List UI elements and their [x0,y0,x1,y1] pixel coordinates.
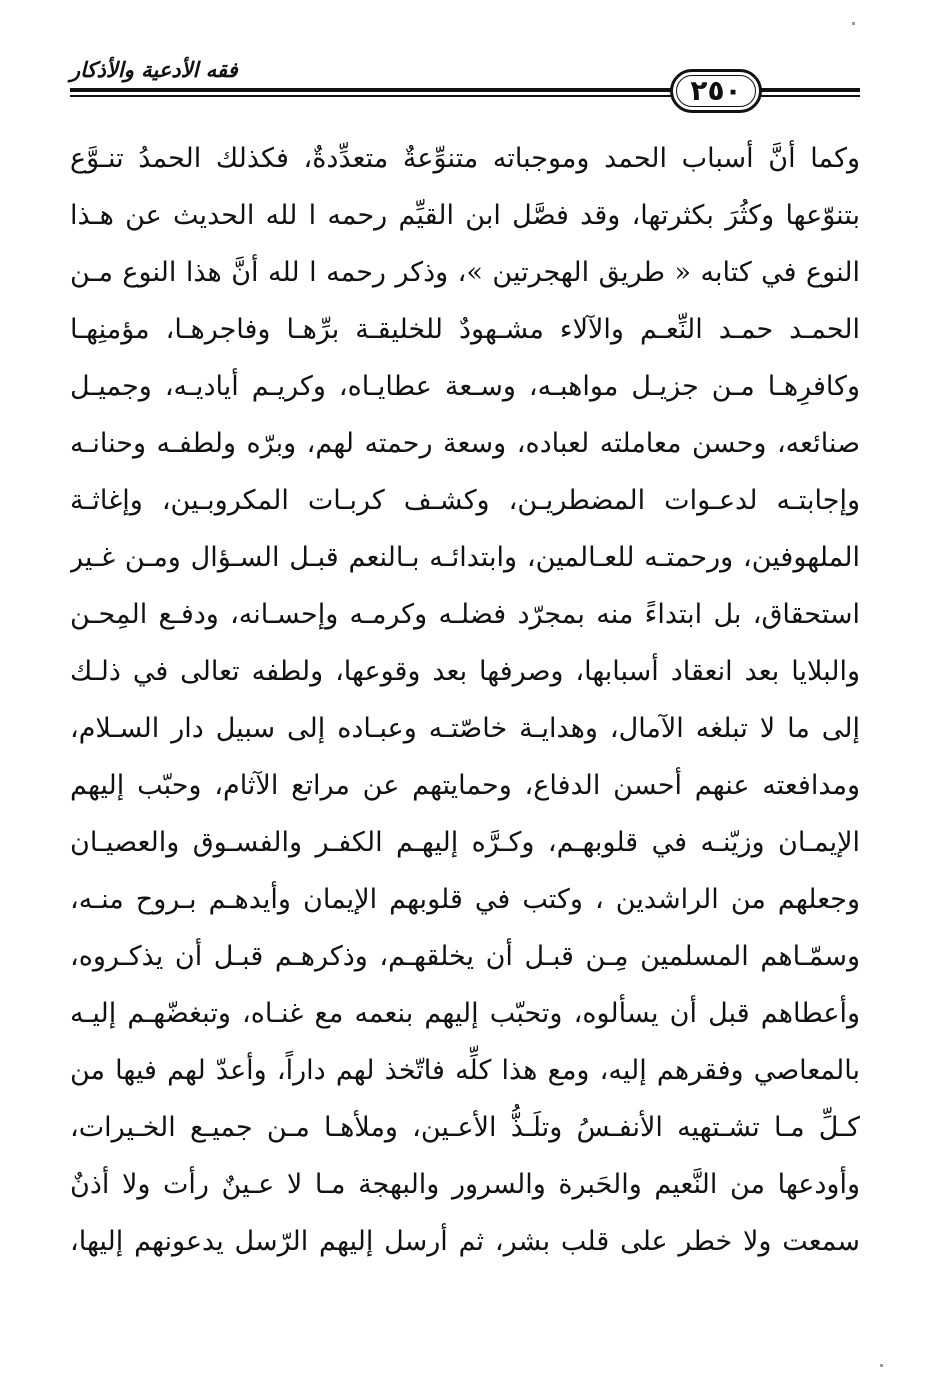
text-line: وجعلهم من الراشدين ، وكتب في قلوبهم الإيمان وأيدهـم بـروح منـه، [70,884,860,915]
text-line: بتنوّعها وكثُرَ بكثرتها، وقد فصَّل ابن القيِّم رحمه ا لله الحديث عن هـذا [70,200,860,231]
body-text [70,130,860,1270]
text-line: بالمعاصي وفقرهم إليه، ومع هذا كلِّه فاتّخذ لهم داراً، وأعدّ لهم فيها من [70,1055,860,1086]
running-header [70,52,860,122]
page-number: ٢٥٠ [690,74,742,107]
scan-speck [852,22,855,25]
book-title: فقه الأدعية والأذكار [70,58,238,82]
text-line: وأعطاهم قبل أن يسألوه، وتحبّب إليهم بنعمه مع غنـاه، وتبغضّهـم إليـه [70,998,860,1029]
text-line: إلى ما لا تبلغه الآمال، وهدايـة خاصّتـه وعبـاده إلى سبيل دار السـلام، [70,713,860,744]
text-line: استحقاق، بل ابتداءً منه بمجرّد فضلـه وكرمـه وإحسـانه، ودفـع المِحـن [70,599,860,630]
text-line: النوع في كتابه « طريق الهجرتين »، وذكر رحمه ا لله أنَّ هذا النوع مـن [70,257,860,288]
text-line: صنائعه، وحسن معاملته لعباده، وسعة رحمته لهم، وبرّه ولطفـه وحنانـه [70,428,860,459]
text-line: وكما أنَّ أسباب الحمد وموجباته متنوِّعةٌ متعدِّدةٌ، فكذلك الحمدُ تنـوَّع [70,143,860,174]
text-line: الملهوفين، ورحمتـه للعـالمين، وابتدائـه بـالنعم قبـل السـؤال ومـن غـير [70,542,860,573]
text-line: وأودعها من النَّعيم والحَبرة والسرور والبهجة مـا لا عـينٌ رأت ولا أذنٌ [70,1169,860,1200]
text-line: وكافرِهـا مـن جزيـل مواهبـه، وسـعة عطايـاه، وكريـم أياديـه، وجميـل [70,371,860,402]
scan-speck [880,1364,883,1367]
text-line: وسمّـاهم المسلمين مِـن قبـل أن يخلقهـم، وذكرهـم قبـل أن يذكـروه، [70,941,860,972]
text-line: الإيمـان وزيّنـه في قلوبهـم، وكـرَّه إليهـم الكفـر والفسـوق والعصيـان [70,827,860,858]
text-line: الحمـد حمـد النِّعـم والآلاء مشـهودٌ للخليقـة برِّهـا وفاجرهـا، مؤمنِهـا [70,314,860,345]
text-line: والبلايا بعد انعقاد أسبابها، وصرفها بعد وقوعها، ولطفه تعالى في ذلـك [70,656,860,687]
page-number-badge [670,69,762,113]
text-line: ومدافعته عنهم أحسن الدفاع، وحمايتهم عن مراتع الآثام، وحبّب إليهم [70,770,860,801]
text-line: وإجابتـه لدعـوات المضطريـن، وكشـف كربـات المكروبـين، وإغاثـة [70,485,860,516]
text-line: سمعت ولا خطر على قلب بشر، ثم أرسل إليهم الرّسل يدعونهم إليها، [70,1226,860,1257]
text-line: كـلِّ مـا تشـتهيه الأنفـسُ وتلَـذُّ الأعـين، وملأهـا مـن جميـع الخـيرات، [70,1112,860,1143]
